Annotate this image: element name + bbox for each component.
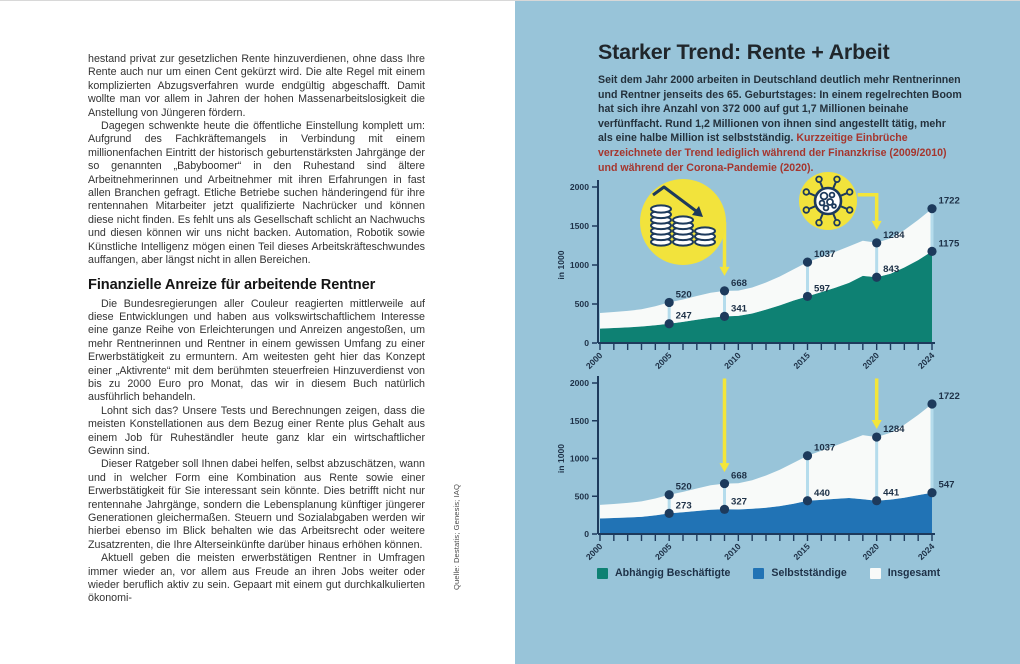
legend-item-employees bbox=[597, 567, 730, 579]
value-label: 1284 bbox=[883, 229, 905, 241]
x-tick-label: 2020 bbox=[860, 350, 882, 371]
virus-icon bbox=[798, 171, 858, 231]
marker-dot bbox=[872, 238, 881, 247]
legend-item-self-employed bbox=[753, 567, 846, 579]
employment-chart-employees bbox=[540, 160, 1000, 372]
x-tick-label: 2015 bbox=[791, 350, 812, 371]
value-label: 1284 bbox=[883, 424, 905, 436]
y-tick-label: 2000 bbox=[569, 182, 589, 193]
marker-dot bbox=[665, 509, 674, 518]
legend-label: Abhängig Beschäftigte bbox=[615, 567, 731, 579]
event-arrow bbox=[858, 195, 877, 222]
legend-swatch-white bbox=[870, 568, 881, 579]
value-label: 520 bbox=[675, 289, 692, 301]
x-tick-label: 2005 bbox=[652, 541, 674, 562]
paragraph: hestand privat zur gesetzlichen Rente hinzuverdienen, ohne dass Ihre Rente auch nur um einen Cent gekürzt wird. Die alte Regel mit einem komplizierten Abzugsverfahren wurde endgültig abgeschafft. Damit wollte man vor allem in Jahren der hohen Massenarbeitslosigkeit die Anstellung von Jüngeren fördern. bbox=[88, 53, 425, 119]
event-arrow-head bbox=[872, 221, 882, 230]
y-tick-label: 500 bbox=[574, 491, 589, 502]
value-label: 273 bbox=[675, 500, 692, 512]
marker-dot bbox=[872, 273, 881, 282]
value-label: 1722 bbox=[938, 195, 960, 207]
marker-dot bbox=[803, 451, 812, 460]
legend-swatch-blue bbox=[753, 568, 764, 579]
y-tick-label: 1500 bbox=[569, 415, 589, 426]
value-label: 520 bbox=[675, 481, 692, 493]
marker-dot bbox=[927, 247, 936, 256]
marker-dot bbox=[665, 490, 674, 499]
x-tick-label: 2024 bbox=[915, 541, 937, 562]
value-label: 341 bbox=[731, 303, 748, 315]
intro-text-highlight: Kurzzeitige Einbrüche verzeichnete der Trend lediglich während der Finanzkrise (2009/2010) und während der Corona-Pandemie (2020). bbox=[598, 132, 947, 174]
x-tick-label: 2010 bbox=[722, 350, 743, 371]
value-label: 440 bbox=[814, 487, 831, 499]
marker-dot bbox=[720, 505, 729, 514]
value-label: 1175 bbox=[938, 238, 960, 250]
infographic-panel bbox=[515, 0, 1020, 664]
paragraph: Dieser Ratgeber soll Ihnen dabei helfen, selbst abzuschätzen, wann und in welcher Form eine Kombination aus Rente sowie einer Erwerbstätigkeit für Sie interessant sein könnte. Dies betrifft nicht nur rentennahe Jahrgänge, sondern die Lebensplanung künftiger jüngerer Generationen gleichermaßen. Steuern und Sozialabgaben werden wir hierbei ebenso im Blick behalten wie das Arbeitsrecht oder weitere Zusatzrenten, die Ihre Alterseinkünfte darüber hinaus erhöhen können. bbox=[88, 458, 425, 551]
value-label: 668 bbox=[731, 470, 748, 482]
value-label: 247 bbox=[675, 310, 692, 322]
paragraph: Lohnt sich das? Unsere Tests und Berechnungen zeigen, dass die meisten Konstellationen aus dem Bezug einer Rente plus Gehalt aus einem Job für Ruheständler heute ganz klar ein wirtschaftlicher Gewinn sind. bbox=[88, 404, 425, 457]
y-tick-label: 2000 bbox=[569, 378, 589, 389]
value-label: 843 bbox=[883, 264, 900, 276]
marker-dot bbox=[803, 292, 812, 301]
y-axis-label: in 1000 bbox=[556, 250, 566, 280]
marker-dot bbox=[720, 479, 729, 488]
y-tick-label: 0 bbox=[584, 529, 589, 540]
marker-dot bbox=[720, 312, 729, 321]
coins-decline-icon bbox=[639, 178, 727, 266]
body-text-column bbox=[88, 53, 425, 606]
paragraph: Aktuell geben die meisten erwerbstätigen Rentner in Umfragen immer wieder an, vor allem aus Freude an ihren Jobs weiter oder wieder beruflich aktiv zu sein. Gepaart mit einem gut durchkalkulierten ökonomi- bbox=[88, 552, 425, 605]
event-arrow-head bbox=[720, 267, 730, 276]
employment-chart-self-employed bbox=[540, 372, 1000, 572]
event-arrow-head bbox=[720, 463, 730, 472]
value-label: 1037 bbox=[814, 249, 836, 261]
legend-item-total bbox=[870, 567, 940, 579]
x-tick-label: 2000 bbox=[583, 541, 605, 562]
intro-text: Seit dem Jahr 2000 arbeiten in Deutschland deutlich mehr Rentnerinnen und Rentner jenseits des 65. Geburtstages: In einem regelrechten Boom hat sich ihre Anzahl von 372 000 auf gut 1,7 Millionen beinahe verfünffacht. Rund 1,2 Millionen von ihnen sind angestellt tätig, mehr als eine halbe Million ist selbstständig. bbox=[598, 74, 962, 145]
marker-dot bbox=[803, 258, 812, 267]
x-tick-label: 2020 bbox=[860, 541, 882, 562]
value-label: 327 bbox=[731, 496, 748, 508]
marker-dot bbox=[927, 399, 936, 408]
value-label: 668 bbox=[731, 277, 748, 289]
page-top-edge bbox=[0, 0, 1020, 1]
paragraph: Dagegen schwenkte heute die öffentliche Einstellung komplett um: Aufgrund des Fachkräftemangels in Verbindung mit einem millionenfachen Eintritt der historisch geburtenstärksten Jahrgänge der so genannten „Babyboomer“ in den Ruhestand sind ältere Arbeitnehmerinnen und Arbeitnehmer mit ihren Erfahrungen in fast allen Branchen gefragt. Etliche Betriebe suchen händeringend für ihre rentennahen Mitarbeiter jetzt qualifizierte Nachrücker und können diese nicht finden. Es fehlt uns als Gesellschaft schlicht an Nachwuchs und diesen können wir uns nicht backen. Automation, Robotik sowie Künstliche Intelligenz mögen einen Teil dieses Arbeitskräfteschwundes auffangen, aber längst nicht in allen Bereichen. bbox=[88, 120, 425, 267]
legend-label: Selbstständige bbox=[771, 567, 847, 579]
section-heading: Finanzielle Anreize für arbeitende Rentner bbox=[88, 276, 376, 293]
marker-dot bbox=[803, 496, 812, 505]
y-tick-label: 0 bbox=[584, 338, 589, 349]
value-label: 597 bbox=[814, 283, 831, 295]
x-tick-label: 2010 bbox=[722, 541, 743, 562]
value-label: 1037 bbox=[814, 442, 836, 454]
infographic-title: Starker Trend: Rente + Arbeit bbox=[598, 40, 890, 64]
value-label: 441 bbox=[883, 487, 900, 499]
value-label: 547 bbox=[938, 479, 955, 491]
legend-swatch-teal bbox=[597, 568, 608, 579]
marker-dot bbox=[927, 204, 936, 213]
source-note: Quelle: Destatis; Genesis; IAQ bbox=[452, 484, 461, 590]
marker-dot bbox=[665, 319, 674, 328]
x-tick-label: 2015 bbox=[791, 541, 812, 562]
marker-dot bbox=[872, 432, 881, 441]
chart-legend bbox=[597, 567, 963, 579]
chart-plot bbox=[540, 372, 1000, 572]
x-tick-label: 2024 bbox=[915, 350, 937, 371]
y-tick-label: 500 bbox=[574, 299, 589, 310]
y-axis-label: in 1000 bbox=[556, 443, 566, 474]
marker-dot bbox=[665, 298, 674, 307]
y-tick-label: 1000 bbox=[569, 260, 589, 271]
chart-plot bbox=[540, 160, 1000, 372]
marker-dot bbox=[872, 496, 881, 505]
paragraph: Die Bundesregierungen aller Couleur reagierten mittlerweile auf diese Entwicklungen und haben aus volkswirtschaftlichem Interesse eine ganze Reihe von Erleichterungen und Anreizen angestoßen, um mehr Rentnerinnen und Rentner in einem gewissen Umfang zu einer Erwerbstätigkeit zu ermuntern. Am weitesten geht hier das Konzept einer „Aktivrente“ mit dem berühmten steuerfreien Hinzuverdienst von bis zu 2000 Euro pro Monat, das wir in diesem Buch natürlich ausführlich behandeln. bbox=[88, 297, 425, 404]
marker-dot bbox=[927, 488, 936, 497]
marker-dot bbox=[720, 286, 729, 295]
x-tick-label: 2000 bbox=[583, 350, 605, 371]
y-tick-label: 1000 bbox=[569, 453, 589, 464]
legend-label: Insgesamt bbox=[887, 567, 941, 579]
x-tick-label: 2005 bbox=[652, 350, 674, 371]
event-arrow-head bbox=[872, 420, 882, 429]
y-tick-label: 1500 bbox=[569, 221, 589, 232]
value-label: 1722 bbox=[938, 390, 960, 402]
